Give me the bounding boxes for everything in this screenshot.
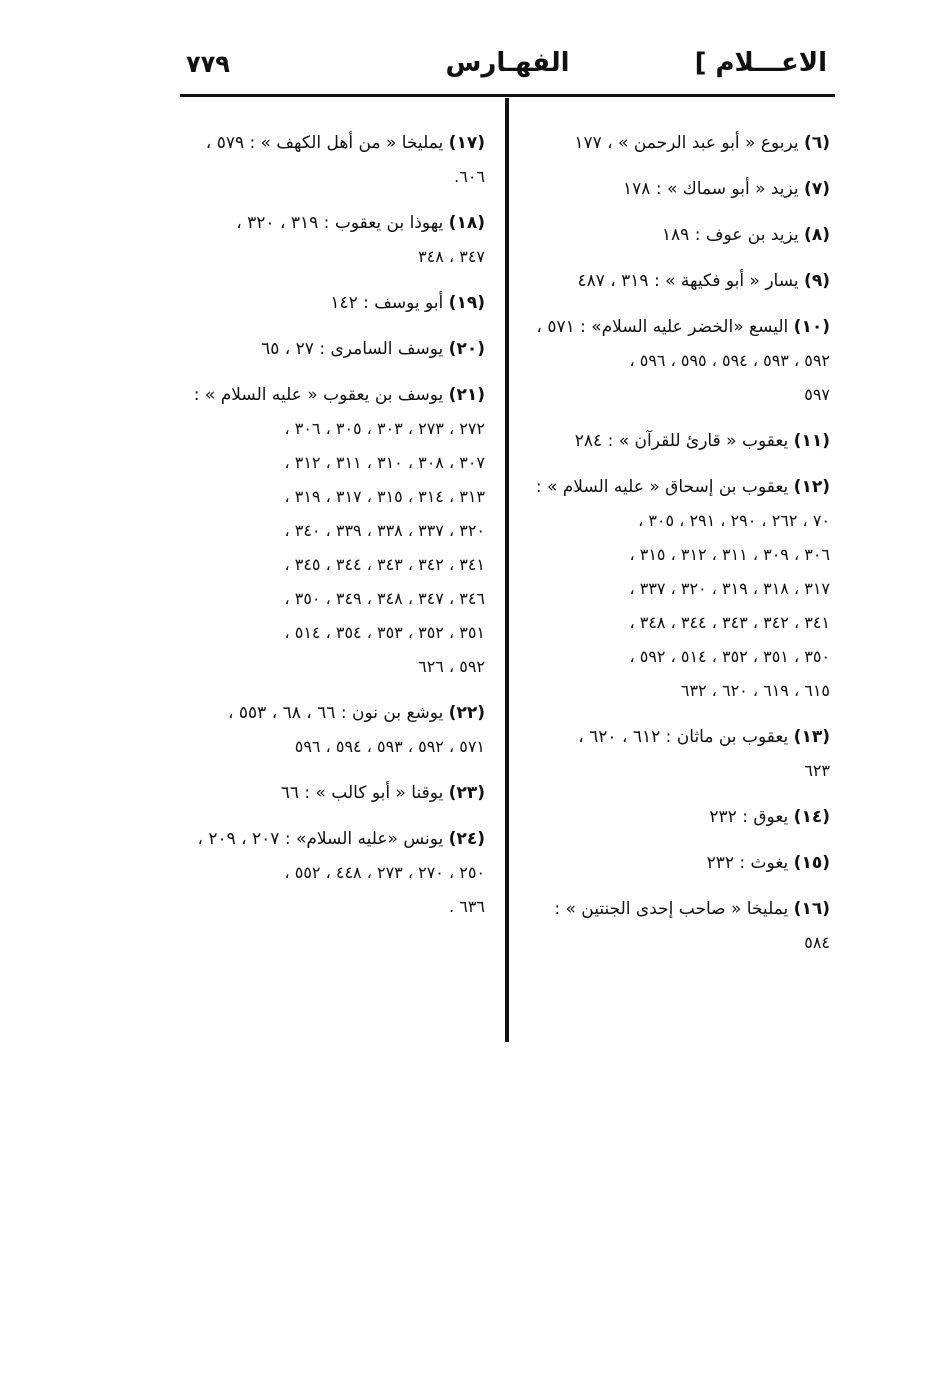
- entry-continuation: ٣١٣ ، ٣١٤ ، ٣١٥ ، ٣١٧ ، ٣١٩ ،: [284, 487, 485, 506]
- index-entry: [530, 270, 830, 292]
- entry-text: يوقنا « أبو كالب » : ٦٦: [280, 783, 444, 803]
- entry-number: (٨): [804, 225, 830, 245]
- entry-text: أبو يوسف : ١٤٢: [330, 293, 444, 313]
- entry-number: (٢١): [448, 385, 485, 405]
- entry-text: يوسف السامرى : ٢٧ ، ٦٥: [261, 339, 444, 359]
- entry-number: (٧): [804, 179, 830, 199]
- entry-text: يزيد بن عوف : ١٨٩: [661, 225, 799, 245]
- section-title: الاعـــلام ]: [694, 48, 827, 78]
- left-column: [180, 132, 485, 942]
- entry-number: (١٢): [793, 477, 830, 497]
- index-entry: [180, 338, 485, 360]
- entry-continuation: ٣٥٠ ، ٣٥١ ، ٣٥٢ ، ٥١٤ ، ٥٩٢ ،: [629, 647, 830, 666]
- entry-line: [180, 338, 485, 360]
- entry-continuation: ٣٤١ ، ٣٤٢ ، ٣٤٣ ، ٣٤٤ ، ٣٤٨ ،: [629, 613, 830, 632]
- index-entry: [180, 782, 485, 804]
- entry-line: [180, 132, 485, 154]
- entry-line: [180, 702, 485, 724]
- entry-line: [180, 828, 485, 850]
- entry-continuation: ٥٩٧: [804, 385, 830, 404]
- entry-number: (١٦): [793, 899, 830, 919]
- index-entry: [530, 806, 830, 828]
- entry-number: (٢٢): [448, 703, 485, 723]
- entry-line: [530, 270, 830, 292]
- index-entry: [530, 852, 830, 874]
- entry-line: [530, 316, 830, 338]
- index-entry: [530, 476, 830, 702]
- entry-number: (١٥): [793, 853, 830, 873]
- index-entry: [180, 384, 485, 678]
- index-entry: [530, 132, 830, 154]
- entry-number: (١٤): [793, 807, 830, 827]
- entry-line: [530, 178, 830, 200]
- entry-continuation: ٥٩٢ ، ٥٩٣ ، ٥٩٤ ، ٥٩٥ ، ٥٩٦ ،: [629, 351, 830, 370]
- entry-line: [530, 852, 830, 874]
- entry-number: (٢٠): [448, 339, 485, 359]
- entry-continuation: ٢٥٠ ، ٢٧٠ ، ٢٧٣ ، ٤٤٨ ، ٥٥٢ ،: [284, 863, 485, 882]
- entry-continuation: ٢٧٢ ، ٢٧٣ ، ٣٠٣ ، ٣٠٥ ، ٣٠٦ ،: [284, 419, 485, 438]
- column-divider: [505, 98, 509, 1042]
- entry-line: [530, 132, 830, 154]
- index-entry: [180, 702, 485, 758]
- entry-number: (٦): [804, 133, 830, 153]
- index-entry: [530, 726, 830, 782]
- entry-text: يوشع بن نون : ٦٦ ، ٦٨ ، ٥٥٣ ،: [228, 703, 444, 723]
- entry-continuation: ٣٤٧ ، ٣٤٨: [418, 247, 485, 266]
- index-title: الفهـارس: [445, 48, 570, 78]
- entry-continuation: ٥٩٢ ، ٦٢٦: [418, 657, 485, 676]
- entry-continuation: ٣٢٠ ، ٣٣٧ ، ٣٣٨ ، ٣٣٩ ، ٣٤٠ ،: [284, 521, 485, 540]
- index-entry: [180, 828, 485, 918]
- entry-number: (١٩): [448, 293, 485, 313]
- entry-line: [180, 782, 485, 804]
- entry-number: (١٨): [448, 213, 485, 233]
- entry-continuation: ٣٤٦ ، ٣٤٧ ، ٣٤٨ ، ٣٤٩ ، ٣٥٠ ،: [284, 589, 485, 608]
- entry-continuation: ٣٤١ ، ٣٤٢ ، ٣٤٣ ، ٣٤٤ ، ٣٤٥ ،: [284, 555, 485, 574]
- entry-text: يمليخا « صاحب إحدى الجنتين » :: [554, 899, 789, 919]
- entry-line: [530, 726, 830, 748]
- entry-continuation: ٦١٥ ، ٦١٩ ، ٦٢٠ ، ٦٣٢: [680, 681, 830, 700]
- index-entry: [180, 292, 485, 314]
- entry-continuation: ٥٨٤: [804, 933, 830, 952]
- entry-continuation: ٦٠٦.: [454, 167, 485, 186]
- entry-continuation: ٣٥١ ، ٣٥٢ ، ٣٥٣ ، ٣٥٤ ، ٥١٤ ،: [284, 623, 485, 642]
- entry-continuation: ٦٢٣: [804, 761, 830, 780]
- entry-number: (٩): [804, 271, 830, 291]
- entry-number: (١٧): [448, 133, 485, 153]
- header-rule: [180, 94, 835, 97]
- entry-text: يونس «عليه السلام» : ٢٠٧ ، ٢٠٩ ،: [197, 829, 444, 849]
- entry-continuation: ٦٣٦ .: [449, 897, 485, 916]
- entry-text: يعقوب بن إسحاق « عليه السلام » :: [535, 477, 789, 497]
- entry-text: يسار « أبو فكيهة » : ٣١٩ ، ٤٨٧: [577, 271, 799, 291]
- entry-continuation: ٣٠٦ ، ٣٠٩ ، ٣١١ ، ٣١٢ ، ٣١٥ ،: [629, 545, 830, 564]
- entry-number: (١٠): [793, 317, 830, 337]
- index-entry: [530, 224, 830, 246]
- index-entry: [530, 898, 830, 954]
- entry-continuation: ٥٧١ ، ٥٩٢ ، ٥٩٣ ، ٥٩٤ ، ٥٩٦: [294, 737, 485, 756]
- entry-text: يربوع « أبو عبد الرحمن » ، ١٧٧: [574, 133, 799, 153]
- entry-number: (٢٣): [448, 783, 485, 803]
- entry-line: [530, 430, 830, 452]
- entry-text: يعوق : ٢٣٢: [709, 807, 789, 827]
- entry-line: [530, 806, 830, 828]
- entry-line: [180, 212, 485, 234]
- entry-line: [530, 898, 830, 920]
- entry-text: يهوذا بن يعقوب : ٣١٩ ، ٣٢٠ ،: [236, 213, 444, 233]
- entry-line: [180, 292, 485, 314]
- index-entry: [180, 132, 485, 188]
- entry-text: اليسع «الخضر عليه السلام» : ٥٧١ ،: [536, 317, 789, 337]
- page-number: ٧٧٩: [186, 50, 230, 78]
- entry-number: (٢٤): [448, 829, 485, 849]
- entry-number: (١١): [793, 431, 830, 451]
- entry-continuation: ٧٠ ، ٢٦٢ ، ٢٩٠ ، ٢٩١ ، ٣٠٥ ،: [638, 511, 830, 530]
- right-column: [530, 132, 830, 978]
- entry-text: يعقوب « قارئ للقرآن » : ٢٨٤: [574, 431, 789, 451]
- entry-line: [180, 384, 485, 406]
- entry-text: يزيد « أبو سماك » : ١٧٨: [623, 179, 799, 199]
- entry-text: يوسف بن يعقوب « عليه السلام » :: [193, 385, 444, 405]
- entry-number: (١٣): [793, 727, 830, 747]
- index-entry: [530, 316, 830, 406]
- entry-text: يمليخا « من أهل الكهف » : ٥٧٩ ،: [205, 133, 444, 153]
- index-entry: [530, 430, 830, 452]
- entry-text: يعقوب بن ماثان : ٦١٢ ، ٦٢٠ ،: [578, 727, 789, 747]
- index-entry: [180, 212, 485, 268]
- index-entry: [530, 178, 830, 200]
- entry-continuation: ٣١٧ ، ٣١٨ ، ٣١٩ ، ٣٢٠ ، ٣٣٧ ،: [629, 579, 830, 598]
- entry-continuation: ٣٠٧ ، ٣٠٨ ، ٣١٠ ، ٣١١ ، ٣١٢ ،: [284, 453, 485, 472]
- entry-line: [530, 224, 830, 246]
- entry-line: [530, 476, 830, 498]
- entry-text: يغوث : ٢٣٢: [706, 853, 789, 873]
- page-header: [180, 40, 835, 96]
